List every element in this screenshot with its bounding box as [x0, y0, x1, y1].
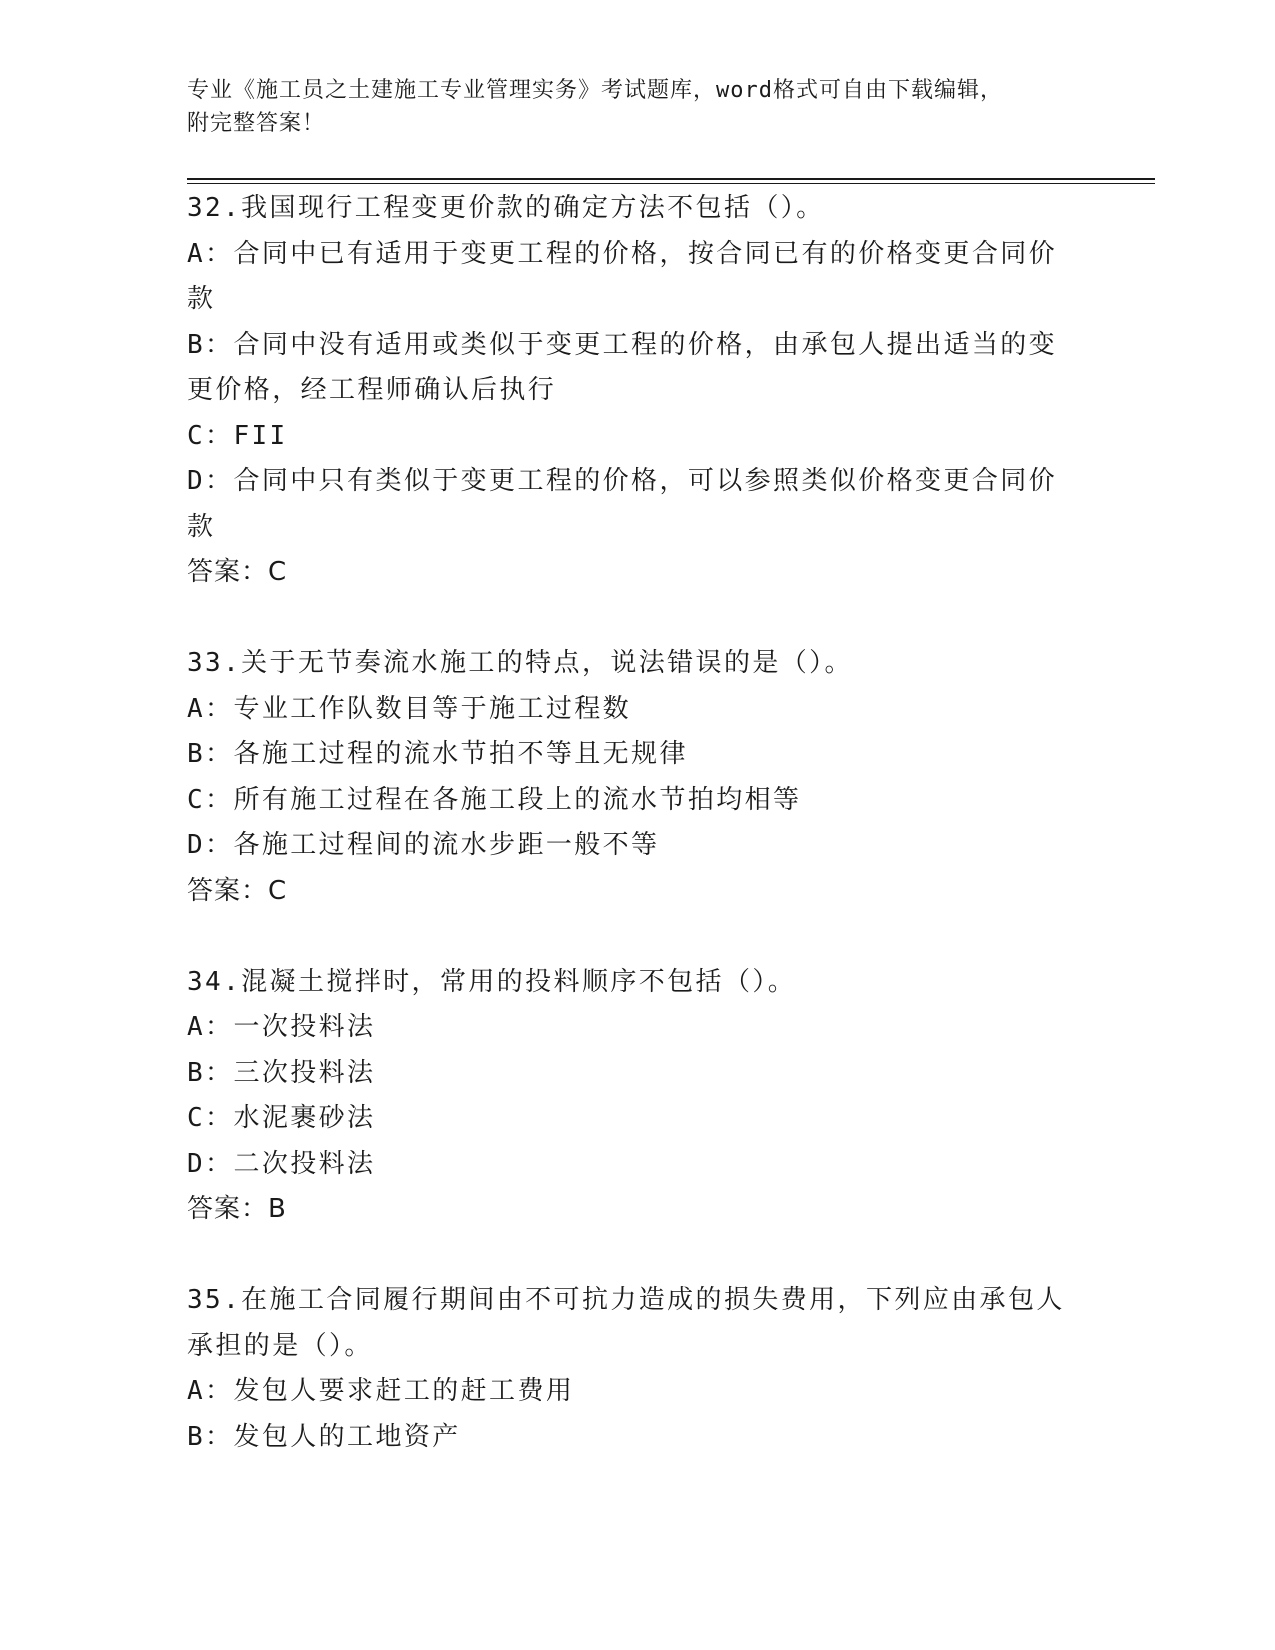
- option-a: A：发包人要求赶工的赶工费用: [187, 1376, 575, 1406]
- option-b: B：三次投料法: [187, 1057, 376, 1088]
- option-a: A：一次投料法: [187, 1012, 376, 1042]
- option-a: A：合同中已有适用于变更工程的价格，按合同已有的价格变更合同价款: [187, 238, 1058, 314]
- question-32: [187, 186, 1067, 596]
- question-34: [187, 960, 1067, 1233]
- header-divider-thin: [187, 183, 1155, 184]
- header-line-1: 专业《施工员之土建施工专业管理实务》考试题库，word格式可自由下载编辑，: [187, 78, 1003, 103]
- option-c: C：所有施工过程在各施工段上的流水节拍均相等: [187, 784, 802, 815]
- question-stem: 33.关于无节奏流水施工的特点，说法错误的是（）。: [187, 648, 853, 678]
- option-a: A：专业工作队数目等于施工过程数: [187, 693, 632, 724]
- answer: 答案：B: [187, 1194, 287, 1224]
- document-header: [187, 74, 1067, 140]
- option-d: D：二次投料法: [187, 1148, 376, 1179]
- option-c: C：FII: [187, 420, 288, 451]
- question-stem: 35.在施工合同履行期间由不可抗力造成的损失费用，下列应由承包人承担的是（）。: [187, 1285, 1065, 1361]
- question-stem: 32.我国现行工程变更价款的确定方法不包括（）。: [187, 193, 825, 223]
- option-c: C：水泥裹砂法: [187, 1103, 376, 1133]
- option-b: B：发包人的工地资产: [187, 1421, 461, 1452]
- answer: 答案：C: [187, 557, 288, 587]
- question-stem: 34.混凝土搅拌时，常用的投料顺序不包括（）。: [187, 966, 797, 997]
- question-33: [187, 641, 1067, 914]
- option-b: B：各施工过程的流水节拍不等且无规律: [187, 739, 688, 769]
- question-35: [187, 1278, 1067, 1460]
- question-list: [187, 186, 1067, 1460]
- answer: 答案：C: [187, 875, 288, 906]
- header-divider-thick: [187, 178, 1155, 180]
- header-line-2: 附完整答案！: [187, 111, 326, 136]
- option-d: D：各施工过程间的流水步距一般不等: [187, 830, 660, 860]
- option-b: B：合同中没有适用或类似于变更工程的价格，由承包人提出适当的变更价格，经工程师确认后执行: [187, 329, 1058, 405]
- option-d: D：合同中只有类似于变更工程的价格，可以参照类似价格变更合同价款: [187, 466, 1058, 542]
